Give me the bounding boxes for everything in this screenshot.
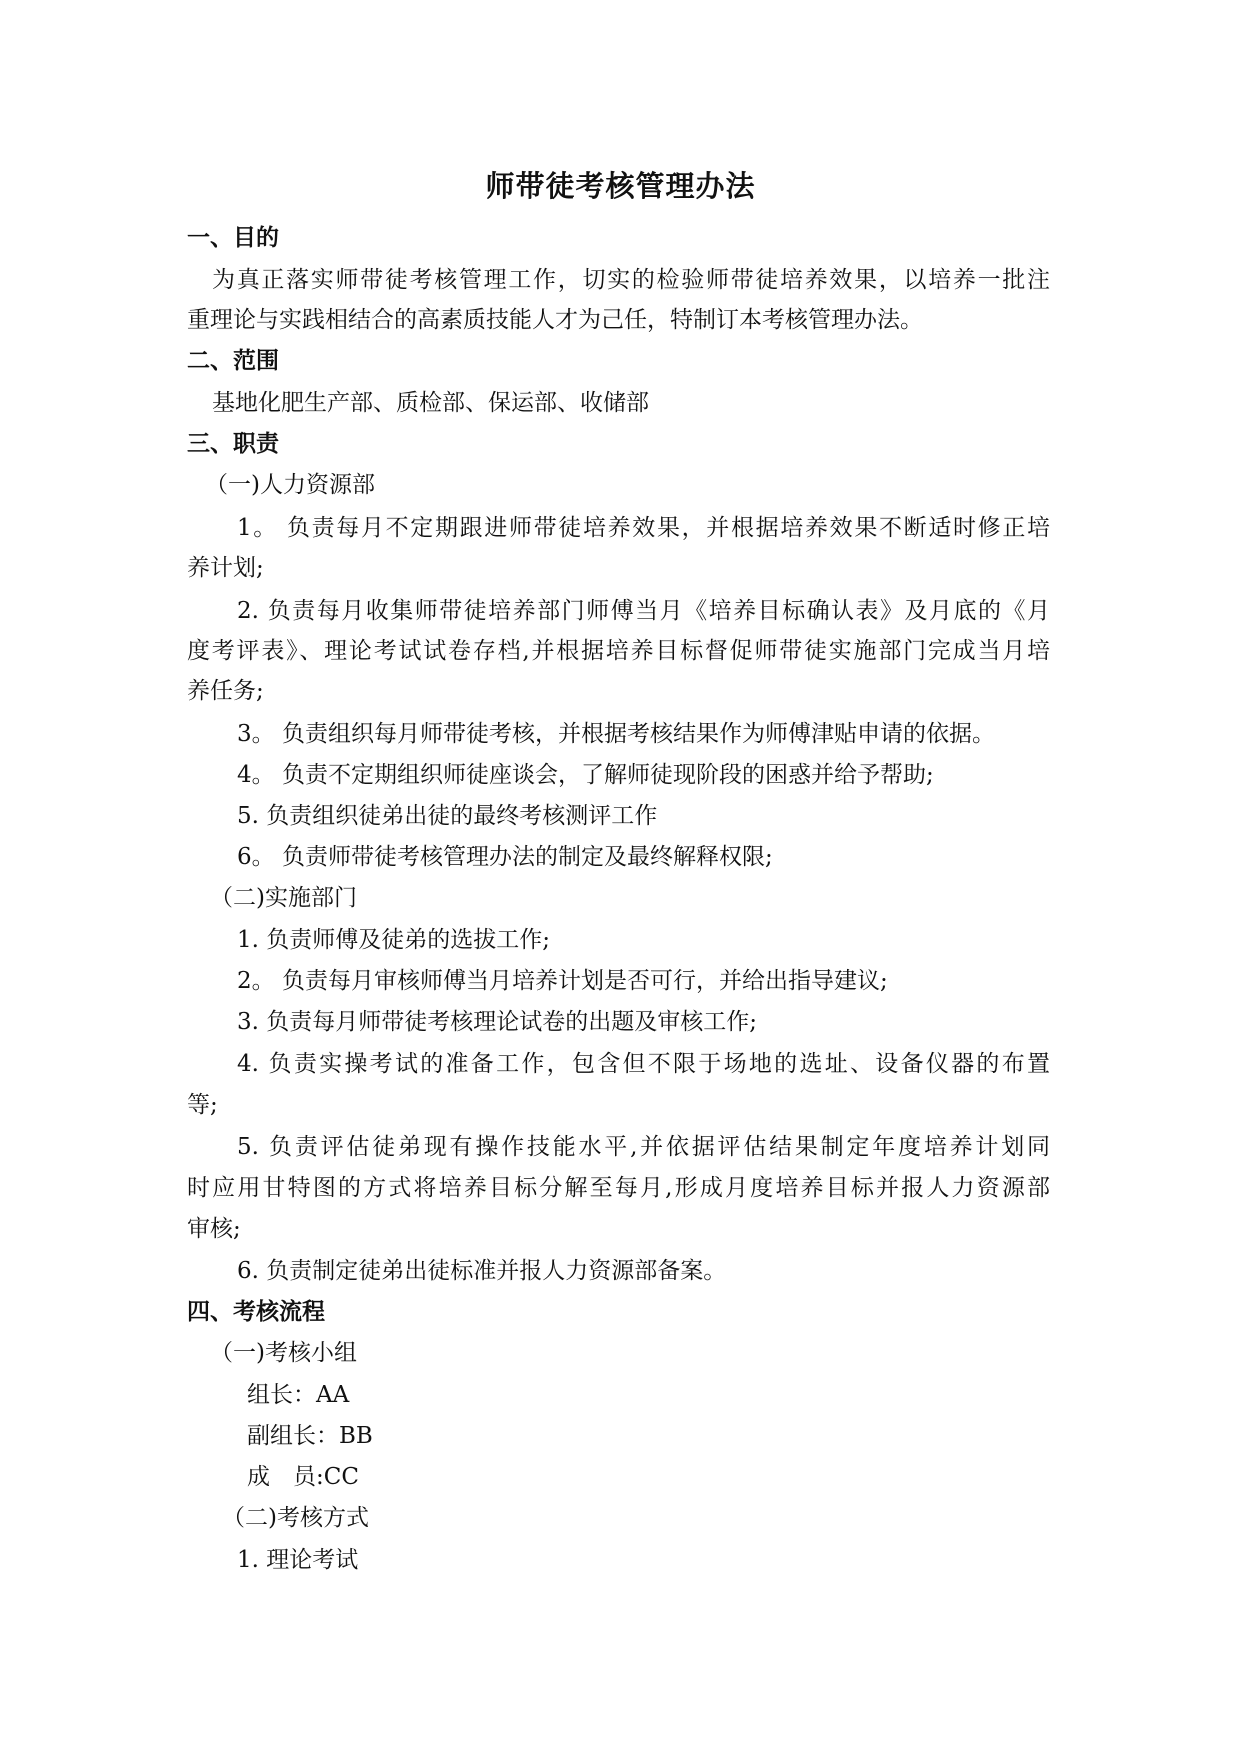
team-leader: 组长：AA bbox=[247, 1382, 350, 1408]
section-heading-duties: 三、职责 bbox=[187, 430, 279, 457]
hr-item-2-line-3: 养任务; bbox=[187, 678, 264, 704]
impl-item-5-line-1: 5. 负责评估徒弟现有操作技能水平,并依据评估结果制定年度培养计划同 bbox=[237, 1134, 1050, 1160]
hr-item-2-line-1: 2. 负责每月收集师带徒培养部门师傅当月《培养目标确认表》及月底的《月 bbox=[237, 598, 1050, 624]
hr-item-2-line-2: 度考评表》、理论考试试卷存档,并根据培养目标督促师带徒实施部门完成当月培 bbox=[187, 638, 1050, 664]
team-deputy: 副组长：BB bbox=[247, 1423, 373, 1449]
team-members: 成 员:CC bbox=[247, 1464, 359, 1490]
impl-item-4-line-1: 4. 负责实操考试的准备工作，包含但不限于场地的选址、设备仪器的布置 bbox=[237, 1051, 1050, 1077]
subsection-heading-impl: （二)实施部门 bbox=[210, 885, 357, 911]
hr-item-3: 3。 负责组织每月师带徒考核，并根据考核结果作为师傅津贴申请的依据。 bbox=[237, 721, 995, 747]
subsection-heading-hr: （一)人力资源部 bbox=[205, 472, 375, 498]
purpose-paragraph-line-1: 为真正落实师带徒考核管理工作，切实的检验师带徒培养效果，以培养一批注 bbox=[212, 267, 1050, 293]
purpose-paragraph-line-2: 重理论与实践相结合的高素质技能人才为己任，特制订本考核管理办法。 bbox=[187, 307, 923, 333]
hr-item-1-line-2: 养计划; bbox=[187, 555, 264, 581]
hr-item-5: 5. 负责组织徒弟出徒的最终考核测评工作 bbox=[237, 803, 658, 829]
hr-item-6: 6。 负责师带徒考核管理办法的制定及最终解释权限; bbox=[237, 844, 773, 870]
hr-item-4: 4。 负责不定期组织师徒座谈会，了解师徒现阶段的困惑并给予帮助; bbox=[237, 762, 934, 788]
hr-item-1-line-1: 1。 负责每月不定期跟进师带徒培养效果，并根据培养效果不断适时修正培 bbox=[237, 515, 1050, 541]
impl-item-1: 1. 负责师傅及徒弟的选拔工作; bbox=[237, 927, 551, 953]
scope-text: 基地化肥生产部、质检部、保运部、收储部 bbox=[212, 390, 649, 416]
impl-item-6: 6. 负责制定徒弟出徒标准并报人力资源部备案。 bbox=[237, 1258, 727, 1284]
subsection-heading-method: （二)考核方式 bbox=[222, 1505, 369, 1531]
document-title: 师带徒考核管理办法 bbox=[485, 169, 756, 203]
subsection-heading-team: （一)考核小组 bbox=[210, 1340, 357, 1366]
impl-item-3: 3. 负责每月师带徒考核理论试卷的出题及审核工作; bbox=[237, 1009, 758, 1035]
method-item-1: 1. 理论考试 bbox=[237, 1547, 359, 1573]
impl-item-5-line-2: 时应用甘特图的方式将培养目标分解至每月,形成月度培养目标并报人力资源部 bbox=[187, 1175, 1050, 1201]
impl-item-4-line-2: 等; bbox=[187, 1092, 218, 1118]
section-heading-scope: 二、范围 bbox=[187, 347, 279, 374]
section-heading-purpose: 一、目的 bbox=[187, 224, 279, 251]
section-heading-process: 四、考核流程 bbox=[187, 1298, 325, 1325]
impl-item-2: 2。 负责每月审核师傅当月培养计划是否可行，并给出指导建议; bbox=[237, 968, 888, 994]
impl-item-5-line-3: 审核; bbox=[187, 1216, 241, 1242]
